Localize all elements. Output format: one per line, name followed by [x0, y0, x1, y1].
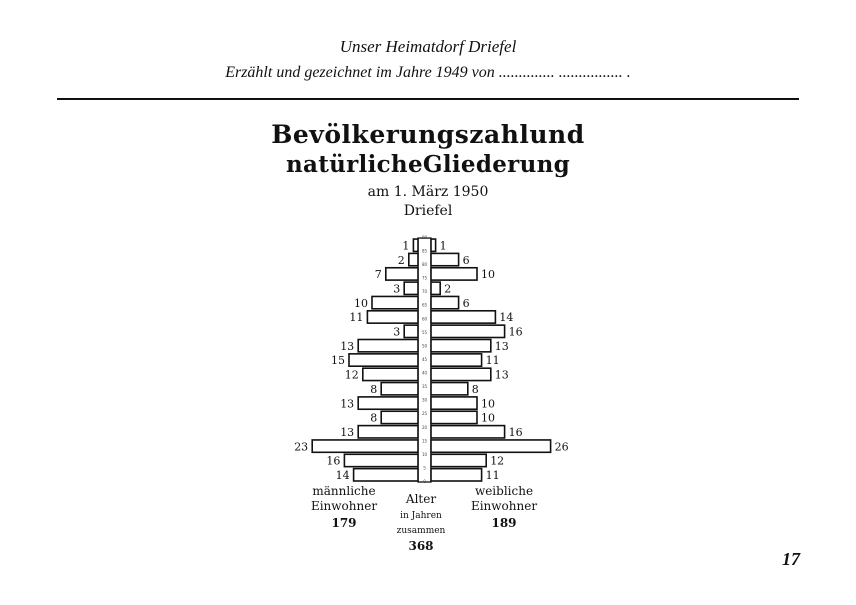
male-bar-label: 2 [397, 253, 405, 267]
male-bar-label: 7 [374, 268, 382, 282]
age-tick-label: 15 [421, 438, 428, 444]
age-tick-label: 20 [421, 424, 428, 430]
male-label: männliche [312, 484, 376, 498]
age-tick-label: 85 [421, 248, 428, 254]
male-bar [358, 397, 418, 409]
male-total: 179 [331, 516, 357, 530]
male-bar-label: 12 [344, 368, 359, 382]
male-bar [404, 282, 418, 294]
age-tick-label: 80 [421, 262, 428, 268]
female-bar [431, 239, 436, 251]
age-label: Alter [405, 492, 437, 506]
age-tick-label: 40 [421, 370, 428, 376]
female-bar [431, 354, 482, 366]
age-tick-label: 35 [421, 384, 428, 390]
female-bar [431, 282, 440, 294]
male-bar-label: 11 [349, 311, 364, 325]
age-tick-label: 55 [421, 329, 428, 335]
female-bar [431, 340, 491, 352]
female-bar [431, 296, 459, 308]
age-tick-label: 65 [421, 302, 428, 308]
female-bar-label: 2 [444, 282, 452, 296]
age-tick-label: 45 [421, 356, 428, 362]
male-bar [409, 253, 418, 265]
female-bar [431, 311, 495, 323]
male-bar-label: 1 [402, 239, 410, 253]
age-tick-label: 25 [421, 411, 428, 417]
male-bar-label: 8 [370, 382, 378, 396]
female-bar [431, 411, 477, 423]
male-bar-label: 13 [340, 397, 355, 411]
female-label: weibliche [474, 484, 534, 498]
male-bar [413, 239, 418, 251]
male-bar [381, 383, 418, 395]
male-bar [404, 325, 418, 337]
female-bar [431, 440, 551, 452]
female-bar [431, 368, 491, 380]
female-bar-label: 10 [481, 411, 495, 425]
male-bar-label: 8 [370, 411, 378, 425]
chart-title-line2: natürlicheGliederung [285, 151, 571, 178]
female-bar-label: 6 [462, 253, 470, 267]
male-bar [354, 469, 418, 481]
female-bar-label: 11 [485, 469, 500, 482]
male-bar-label: 13 [340, 339, 355, 353]
age-legend [386, 492, 456, 554]
male-bar [367, 311, 418, 323]
male-bar [358, 426, 418, 438]
page-number: 17 [782, 549, 800, 569]
chart-date: am 1. März 1950 [367, 184, 489, 200]
male-legend [296, 484, 392, 531]
male-bar-label: 13 [340, 425, 355, 439]
age-label-2: in Jahren [400, 511, 442, 521]
age-tick-label: 60 [421, 316, 428, 322]
chart-place: Driefel [403, 203, 453, 219]
female-bar-label: 16 [508, 325, 523, 339]
female-bar [431, 454, 486, 466]
header-title: Unser Heimatdorf Driefel [339, 37, 517, 56]
age-tick-label: 90 [421, 234, 428, 240]
male-bar [381, 411, 418, 423]
male-bar-label: 15 [331, 354, 345, 368]
male-bar-label: 14 [335, 469, 350, 482]
female-bar-label: 10 [481, 268, 495, 282]
female-total: 189 [491, 516, 517, 530]
female-bar [431, 426, 505, 438]
female-legend [456, 484, 552, 531]
age-tick-label: 50 [421, 343, 428, 349]
female-bar [431, 469, 482, 481]
male-bar [344, 454, 418, 466]
male-bar [386, 268, 418, 280]
male-bar-label: 23 [294, 440, 309, 454]
together-label: zusammen [396, 526, 446, 536]
female-bar-label: 13 [494, 339, 509, 353]
grand-total: 368 [408, 539, 434, 553]
age-tick-label: 75 [421, 275, 428, 281]
male-bar [363, 368, 418, 380]
male-bar-label: 3 [393, 325, 401, 339]
female-bar-label: 10 [481, 397, 495, 411]
male-bar [312, 440, 418, 452]
female-bar-label: 8 [471, 382, 479, 396]
female-bar [431, 383, 468, 395]
female-bar-label: 11 [485, 354, 500, 368]
header-subtitle: Erzählt und gezeichnet im Jahre 1949 von .............. ................ . [225, 64, 631, 81]
chart-title-line1: Bevölkerungszahlund [271, 120, 585, 149]
male-label-2: Einwohner [310, 499, 378, 513]
age-tick-label: 70 [421, 289, 428, 295]
age-tick-label: 5 [423, 465, 426, 471]
age-tick-label: 30 [421, 397, 428, 403]
female-bar [431, 268, 477, 280]
female-label-2: Einwohner [470, 499, 538, 513]
male-bar-label: 10 [354, 296, 368, 310]
male-bar-label: 3 [393, 282, 401, 296]
female-bar-label: 26 [554, 440, 569, 454]
female-bar-label: 16 [508, 425, 523, 439]
female-bar-label: 6 [462, 296, 470, 310]
female-bar [431, 325, 505, 337]
male-bar [349, 354, 418, 366]
male-bar-label: 16 [326, 454, 341, 468]
age-tick-label: 10 [421, 451, 428, 457]
female-bar [431, 253, 459, 265]
female-bar [431, 397, 477, 409]
female-bar-label: 14 [499, 311, 514, 325]
female-bar-label: 13 [494, 368, 509, 382]
age-tick-label: 0 [423, 479, 426, 484]
male-bar [358, 340, 418, 352]
male-bar [372, 296, 418, 308]
female-bar-label: 1 [439, 239, 447, 253]
female-bar-label: 12 [490, 454, 505, 468]
